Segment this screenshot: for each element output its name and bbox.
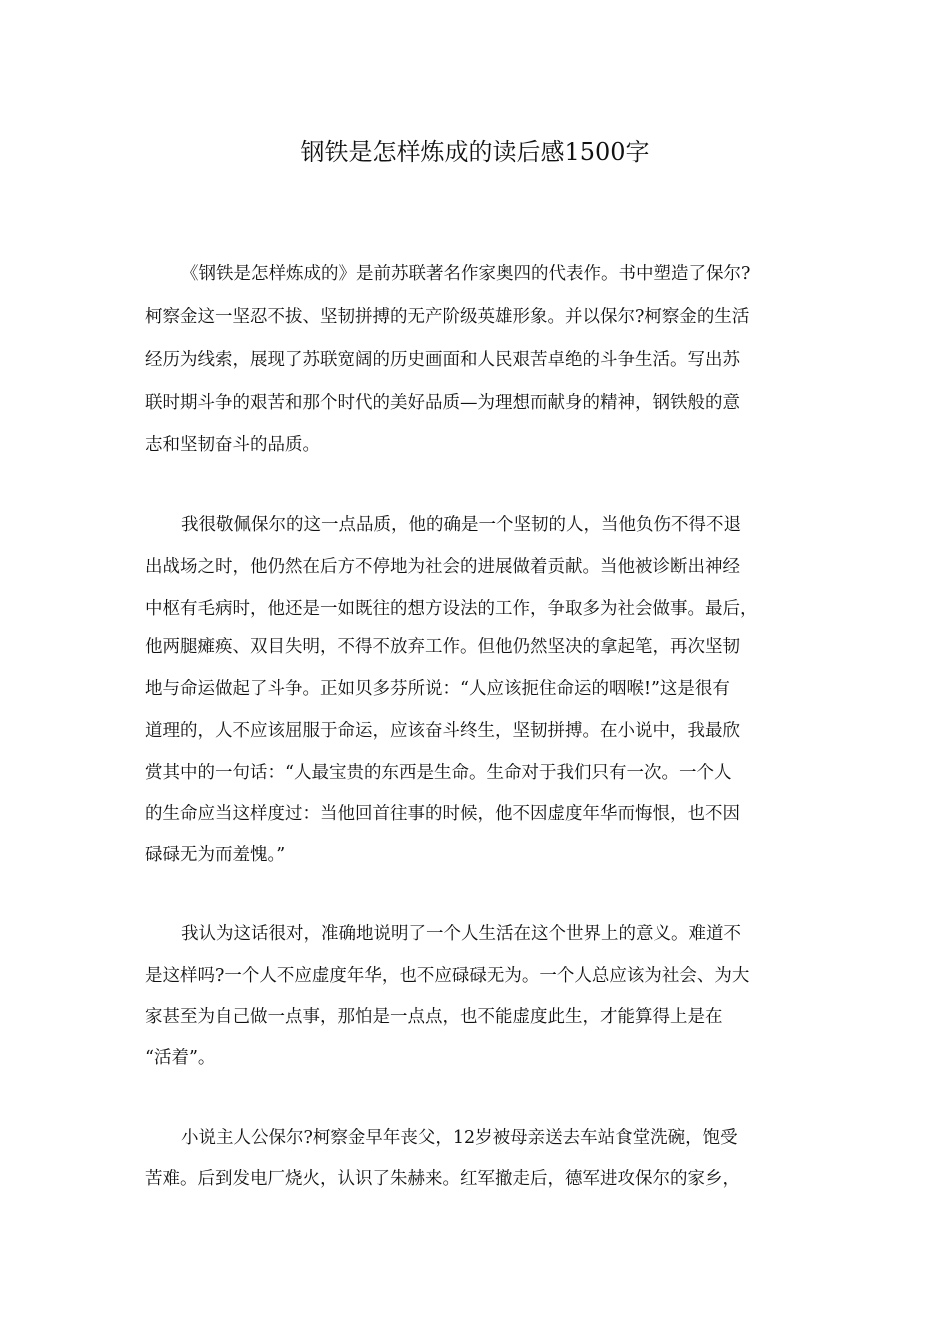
paragraph-4-line-2: 苦难。后到发电厂烧火，认识了朱赫来。红军撤走后，德军进攻保尔的家乡，	[145, 1169, 740, 1189]
paragraph-1-line-3: 经历为线索，展现了苏联宽阔的历史画面和人民艰苦卓绝的斗争生活。写出苏	[145, 350, 740, 370]
document-title: 钢铁是怎样炼成的读后感1500字	[300, 138, 650, 166]
paragraph-2-line-5: 地与命运做起了斗争。正如贝多芬所说：“人应该扼住命运的咽喉!”这是很有	[145, 679, 730, 699]
paragraph-1-line-4: 联时期斗争的艰苦和那个时代的美好品质—为理想而献身的精神，钢铁般的意	[145, 393, 740, 413]
paragraph-2-line-9: 碌碌无为而羞愧。”	[145, 845, 286, 865]
paragraph-3-line-2: 是这样吗?一个人不应虚度年华，也不应碌碌无为。一个人总应该为社会、为大	[145, 966, 750, 986]
paragraph-4-line-1: 小说主人公保尔?柯察金早年丧父，12岁被母亲送去车站食堂洗碗，饱受	[181, 1128, 738, 1148]
paragraph-2-line-8: 的生命应当这样度过：当他回首往事的时候，他不因虚度年华而悔恨，也不因	[145, 804, 740, 824]
paragraph-3-line-3: 家甚至为自己做一点事，那怕是一点点，也不能虚度此生，才能算得上是在	[145, 1007, 723, 1027]
paragraph-2-line-6: 道理的，人不应该屈服于命运，应该奋斗终生，坚韧拼搏。在小说中，我最欣	[145, 721, 740, 741]
paragraph-2-line-7: 赏其中的一句话：“人最宝贵的东西是生命。生命对于我们只有一次。一个人	[145, 763, 732, 783]
paragraph-1-line-2: 柯察金这一坚忍不拔、坚韧拼搏的无产阶级英雄形象。并以保尔?柯察金的生活	[145, 307, 750, 327]
paragraph-1-line-1: 《钢铁是怎样炼成的》是前苏联著名作家奥四的代表作。书中塑造了保尔?	[181, 264, 751, 284]
paragraph-3-line-1: 我认为这话很对，准确地说明了一个人生活在这个世界上的意义。难道不	[181, 924, 741, 944]
paragraph-2-line-3: 中枢有毛病时，他还是一如既往的想方设法的工作，争取多为社会做事。最后，	[145, 599, 758, 619]
paragraph-2-line-4: 他两腿瘫痪、双目失明，不得不放弃工作。但他仍然坚决的拿起笔，再次坚韧	[145, 637, 740, 657]
paragraph-1-line-5: 志和坚韧奋斗的品质。	[145, 435, 320, 455]
paragraph-2-line-2: 出战场之时，他仍然在后方不停地为社会的进展做着贡献。当他被诊断出神经	[145, 557, 740, 577]
paragraph-3-line-4: “活着”。	[145, 1048, 216, 1068]
paragraph-2-line-1: 我很敬佩保尔的这一点品质，他的确是一个坚韧的人，当他负伤不得不退	[181, 515, 741, 535]
